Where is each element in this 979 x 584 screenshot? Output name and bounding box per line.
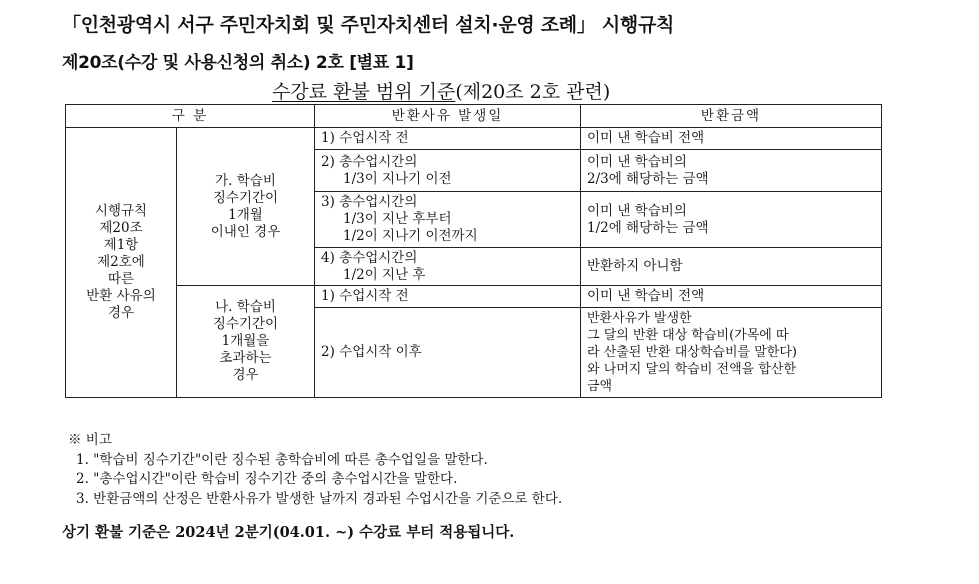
reason-cell: 1) 수업시작 전 — [315, 286, 581, 308]
refund-table — [65, 104, 882, 398]
table-row — [66, 128, 882, 150]
category-line: 제20조 — [99, 220, 143, 236]
category-line: 경우 — [107, 305, 135, 321]
amount-cell: 이미 낸 학습비 전액 — [581, 286, 882, 308]
header-category: 구 분 — [66, 105, 315, 128]
reason-cell: 2) 수업시작 이후 — [315, 308, 581, 398]
amount-cell: 이미 낸 학습비의 1/2에 해당하는 금액 — [581, 192, 882, 248]
category-cell — [66, 128, 177, 398]
header-reason-date: 반환사유 발생일 — [315, 105, 581, 128]
table-title-sub: (제20조 2호 관련) — [455, 81, 611, 103]
table-title-main: 수강료 환불 범위 기준 — [272, 81, 456, 103]
note-item: 2. "총수업시간"이란 학습비 징수기간 중의 총수업시간을 말한다. — [76, 471, 458, 487]
table-title — [272, 77, 610, 104]
category-line: 제1항 — [103, 237, 139, 253]
reason-cell: 2) 총수업시간의 1/3이 지나기 이전 — [315, 150, 581, 192]
reason-cell: 1) 수업시작 전 — [315, 128, 581, 150]
notes-section — [68, 431, 562, 509]
effective-date-notice: 상기 환불 기준은 2024년 2분기(04.01. ~) 수강료 부터 적용됩니다. — [62, 524, 515, 541]
category-line: 반환 사유의 — [86, 288, 156, 304]
reason-cell: 4) 총수업시간의 1/2이 지난 후 — [315, 248, 581, 286]
note-item: 1. "학습비 징수기간"이란 징수된 총학습비에 따른 총수업일을 말한다. — [76, 451, 488, 468]
amount-cell: 반환사유가 발생한 그 달의 반환 대상 학습비(가목에 따 라 산출된 반환 대상학습비를 말한다) 와 나머지 달의 학습비 전액을 합산한 금액 — [581, 308, 882, 398]
category-line: 시행규칙 — [94, 203, 148, 219]
header-refund-amount: 반환금액 — [581, 105, 882, 128]
category-line: 제2호에 — [97, 254, 145, 270]
category-line: 따른 — [107, 271, 135, 287]
note-item: 3. 반환금액의 산정은 반환사유가 발생한 날까지 경과된 수업시간을 기준으로 한다. — [76, 490, 563, 507]
reason-cell: 3) 총수업시간의 1/3이 지난 후부터 1/2이 지나기 이전까지 — [315, 192, 581, 248]
article-reference: 제20조(수강 및 사용신청의 취소) 2호 [별표 1] — [62, 53, 414, 73]
notes-heading: ※ 비고 — [68, 432, 112, 448]
amount-cell: 반환하지 아니함 — [581, 248, 882, 286]
regulation-title: 「인천광역시 서구 주민자치회 및 주민자치센터 설치·운영 조례」 시행규칙 — [62, 14, 675, 36]
group-b-label: 나. 학습비 징수기간이 1개월을 초과하는 경우 — [177, 286, 315, 398]
amount-cell: 이미 낸 학습비의 2/3에 해당하는 금액 — [581, 150, 882, 192]
table-header-row — [66, 105, 882, 128]
group-a-label: 가. 학습비 징수기간이 1개월 이내인 경우 — [177, 128, 315, 286]
table-row — [66, 286, 882, 308]
amount-cell: 이미 낸 학습비 전액 — [581, 128, 882, 150]
